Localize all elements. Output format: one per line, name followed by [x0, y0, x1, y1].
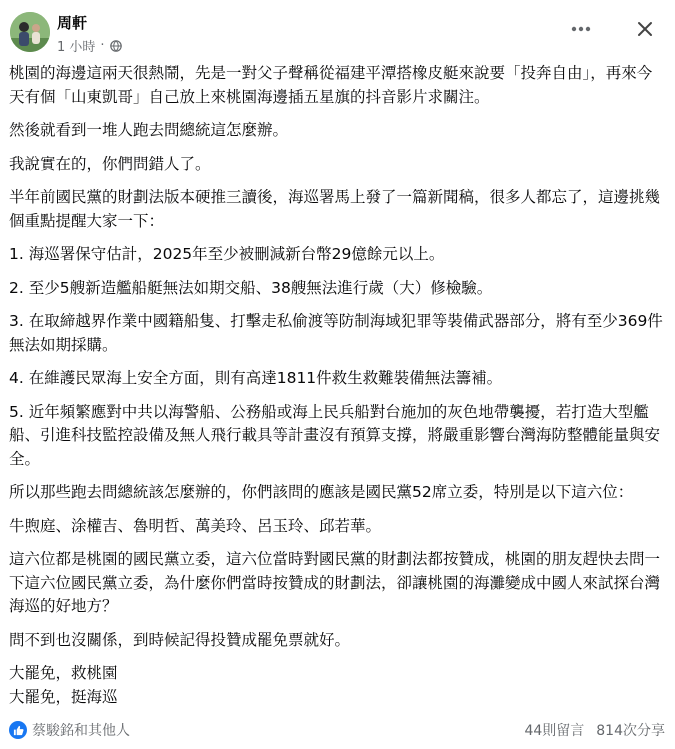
- close-icon: [637, 21, 653, 37]
- post-timestamp[interactable]: 1 小時: [57, 40, 96, 55]
- post-paragraph: 所以那些跑去問總統該怎麼辦的，你們該問的應該是國民黨52席立委，特別是以下這六位：: [9, 483, 634, 501]
- post-paragraph: 這六位都是桃園的國民黨立委，這六位當時對國民黨的財劃法都按贊成，桃園的朋友趕快去問一下這六位國民黨立委，為什麼你們當時按贊成的財劃法，卻讓桃園的海灘變成中國人來試探台灣海巡的好地方？: [9, 550, 661, 615]
- engagement-counts: [524, 720, 665, 740]
- like-icon: [9, 721, 27, 739]
- post-body: [9, 62, 663, 709]
- post-list-item: 3. 在取締越界作業中國籍船隻、打擊走私偷渡等防制海域犯罪等裝備武器部分，將有至少369件無法如期採購。: [9, 312, 663, 354]
- post-closing-line: 大罷免，挺海巡: [9, 687, 118, 706]
- more-options-button[interactable]: [566, 14, 596, 44]
- author-name[interactable]: 周軒: [57, 14, 88, 32]
- post-list-item: 1. 海巡署保守估計，2025年至少被刪減新台幣29億餘元以上。: [9, 245, 445, 263]
- author-avatar[interactable]: [10, 12, 50, 52]
- post-header: [0, 0, 675, 60]
- post-list-item: 5. 近年頻繁應對中共以海警船、公務船或海上民兵船對台施加的灰色地帶襲擾，若打造大型艦船、引進科技監控設備及無人飛行載具等計畫沒有預算支撐，將嚴重影響台灣海防整體能量與安全。: [9, 402, 661, 468]
- post-paragraph: 牛煦庭、涂權吉、魯明哲、萬美玲、呂玉玲、邱若華。: [9, 516, 382, 535]
- post-paragraph: 我說實在的，你們問錯人了。: [9, 154, 211, 173]
- post-paragraph: 桃園的海邊這兩天很熱鬧，先是一對父子聲稱從福建平潭搭橡皮艇來說要「投奔自由」，再來今天有個「山東凱哥」自己放上來桃園海邊插五星旗的抖音影片求關注。: [9, 64, 653, 106]
- more-options-icon: [571, 26, 591, 32]
- post-list-item: 4. 在維護民眾海上安全方面，則有高達1811件救生救難裝備無法籌補。: [9, 369, 503, 387]
- meta-separator: ·: [100, 38, 105, 53]
- close-button[interactable]: [630, 14, 660, 44]
- reactions-summary[interactable]: [9, 720, 130, 740]
- post-footer: [0, 716, 675, 746]
- post-closing-line: 大罷免，救桃園: [9, 664, 118, 682]
- globe-icon: [110, 40, 122, 52]
- post-paragraph: 問不到也沒關係，到時候記得投贊成罷免票就好。: [9, 630, 351, 649]
- post-meta: [57, 36, 122, 55]
- post-list-item: 2. 至少5艘新造艦船艇無法如期交船、38艘無法進行歲（大）修檢驗。: [9, 278, 493, 297]
- reactions-text: 蔡駿銘和其他人: [32, 723, 130, 739]
- post-paragraph: 半年前國民黨的財劃法版本硬推三讀後，海巡署馬上發了一篇新聞稿，很多人都忘了，這邊挑幾個重點提醒大家一下：: [9, 188, 661, 230]
- shares-count[interactable]: 814次分享: [596, 723, 665, 739]
- post-paragraph: 然後就看到一堆人跑去問總統這怎麼辦。: [9, 121, 289, 139]
- comments-count[interactable]: 44則留言: [524, 723, 585, 739]
